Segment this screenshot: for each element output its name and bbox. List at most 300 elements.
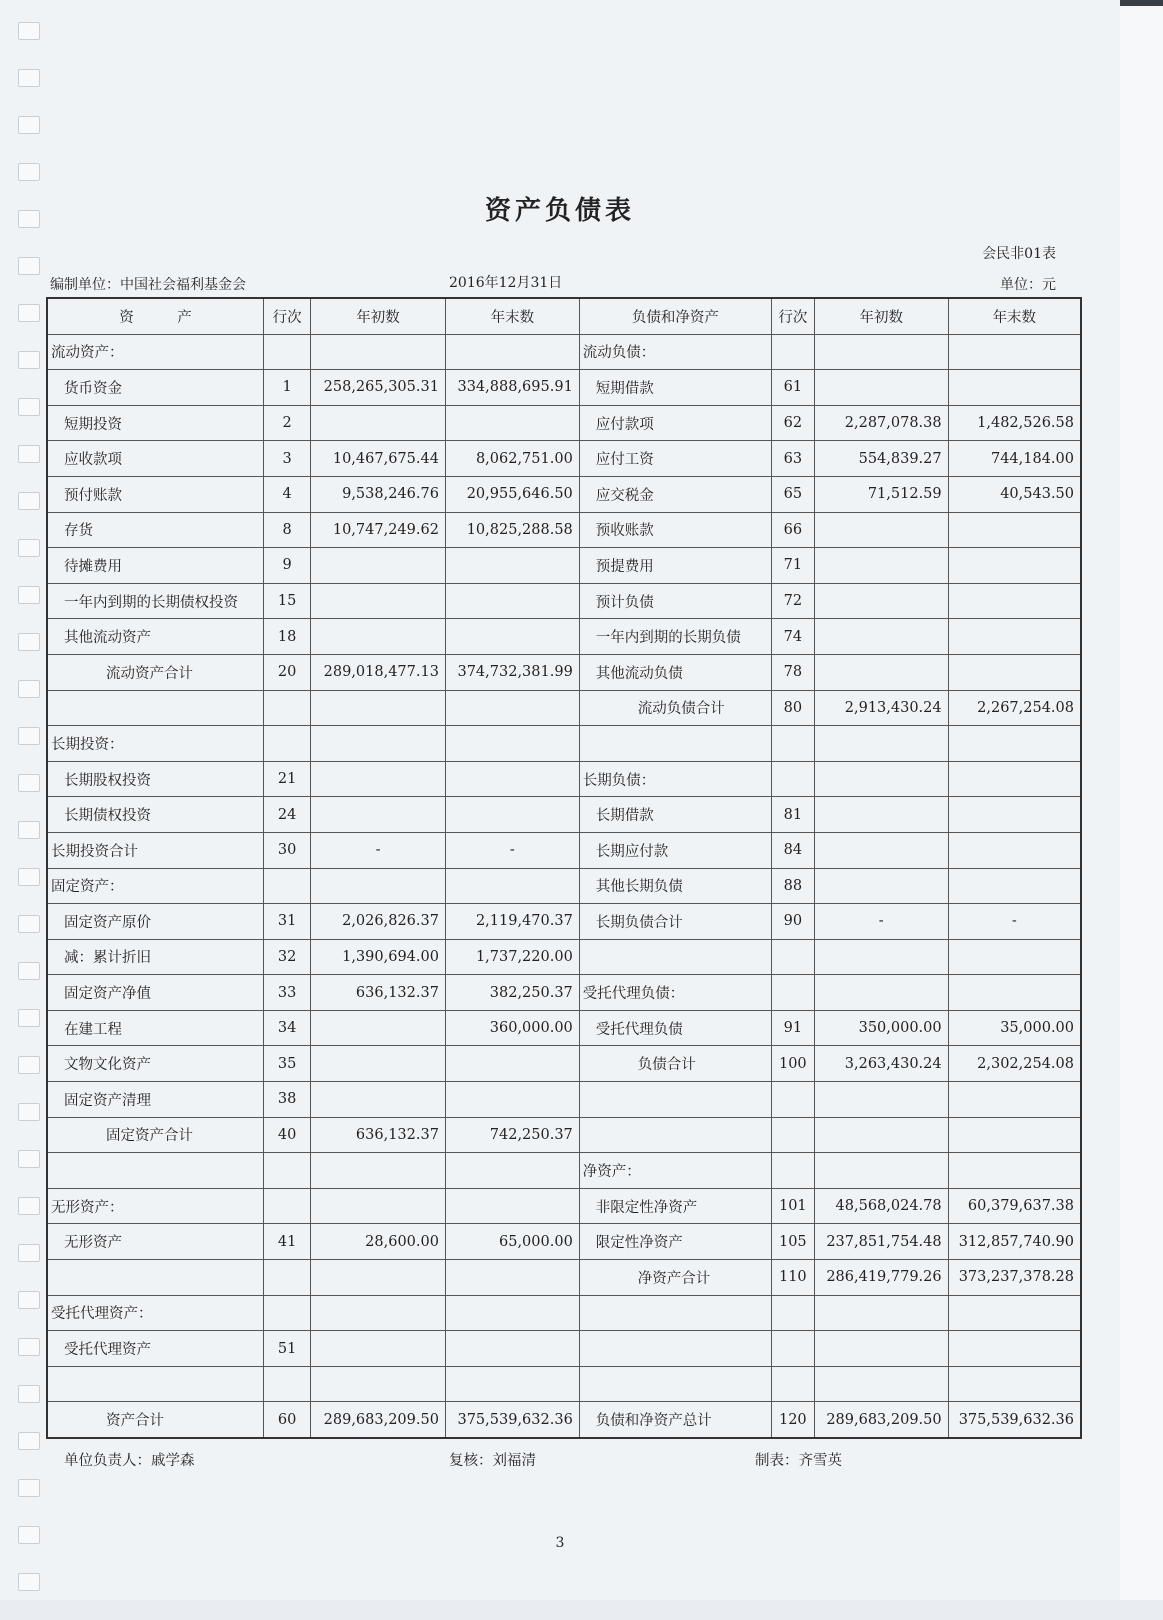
liability-end-value: 312,857,740.90 [948, 1224, 1081, 1260]
liability-label [579, 939, 771, 975]
liability-begin-value [814, 512, 948, 548]
asset-end-value [445, 334, 579, 370]
table-row [47, 1046, 1081, 1082]
asset-end-value [445, 1295, 579, 1331]
liability-line-no: 105 [771, 1224, 814, 1260]
balance-sheet-table [46, 297, 1082, 1439]
asset-line-no: 41 [264, 1224, 311, 1260]
asset-line-no: 1 [264, 370, 311, 406]
table-row [47, 868, 1081, 904]
asset-end-value [445, 797, 579, 833]
report-date: 2016年12月31日 [449, 275, 563, 291]
liability-begin-value [814, 370, 948, 406]
asset-label: 待摊费用 [47, 548, 264, 584]
liability-line-no [771, 1117, 814, 1153]
page-title: 资产负债表 [484, 196, 635, 226]
asset-begin-value: 2,026,826.37 [311, 904, 446, 940]
binder-hole [18, 1009, 40, 1027]
header-assets: 资 产 [47, 298, 264, 334]
asset-end-value [445, 1188, 579, 1224]
asset-end-value: 334,888,695.91 [445, 370, 579, 406]
liability-line-no: 74 [771, 619, 814, 655]
table-row [47, 1010, 1081, 1046]
asset-line-no: 38 [264, 1082, 311, 1118]
table-row [47, 1224, 1081, 1260]
binder-hole [18, 1197, 40, 1215]
liability-label: 长期负债： [579, 761, 771, 797]
binder-hole [18, 1291, 40, 1309]
liability-end-value [948, 1295, 1081, 1331]
unit-head-signature: 单位负责人：戚学森 [64, 1453, 195, 1469]
liability-label [579, 1117, 771, 1153]
liability-line-no: 78 [771, 654, 814, 690]
liability-label: 负债合计 [579, 1046, 771, 1082]
liability-line-no [771, 1082, 814, 1118]
table-row [47, 1402, 1081, 1438]
liability-label: 净资产： [579, 1153, 771, 1189]
binder-hole [18, 69, 40, 87]
binder-hole [18, 774, 40, 792]
binder-hole [18, 1244, 40, 1262]
liability-label: 流动负债： [579, 334, 771, 370]
asset-label: 固定资产： [47, 868, 264, 904]
binder-hole [18, 633, 40, 651]
asset-begin-value [311, 334, 446, 370]
liability-end-value: 375,539,632.36 [948, 1402, 1081, 1438]
page-number: 3 [555, 1535, 565, 1551]
liability-end-value [948, 583, 1081, 619]
table-row [47, 1082, 1081, 1118]
table-header-row [47, 298, 1081, 334]
binder-hole [18, 1573, 40, 1591]
liability-begin-value [814, 1153, 948, 1189]
reviewer-signature: 复核：刘福清 [449, 1453, 536, 1469]
header-liabilities-net-assets: 负债和净资产 [579, 298, 771, 334]
asset-label: 固定资产原价 [47, 904, 264, 940]
liability-label [579, 1331, 771, 1367]
asset-label: 文物文化资产 [47, 1046, 264, 1082]
table-row [47, 1117, 1081, 1153]
table-row [47, 797, 1081, 833]
asset-label [47, 1260, 264, 1296]
asset-label: 一年内到期的长期债权投资 [47, 583, 264, 619]
asset-line-no: 51 [264, 1331, 311, 1367]
asset-end-value [445, 1046, 579, 1082]
liability-end-value: - [948, 904, 1081, 940]
liability-label: 长期应付款 [579, 832, 771, 868]
asset-end-value [445, 1153, 579, 1189]
liability-begin-value [814, 1295, 948, 1331]
asset-end-value [445, 761, 579, 797]
liability-line-no: 61 [771, 370, 814, 406]
liability-end-value [948, 1117, 1081, 1153]
asset-line-no: 40 [264, 1117, 311, 1153]
liability-begin-value: - [814, 904, 948, 940]
liability-end-value [948, 654, 1081, 690]
liability-line-no: 63 [771, 441, 814, 477]
binder-hole [18, 398, 40, 416]
asset-line-no [264, 690, 311, 726]
asset-label: 减：累计折旧 [47, 939, 264, 975]
asset-end-value: 20,955,646.50 [445, 476, 579, 512]
asset-label [47, 1153, 264, 1189]
liability-line-no: 100 [771, 1046, 814, 1082]
asset-line-no: 31 [264, 904, 311, 940]
table-row [47, 1153, 1081, 1189]
asset-end-value: 374,732,381.99 [445, 654, 579, 690]
asset-end-value: 2,119,470.37 [445, 904, 579, 940]
asset-begin-value [311, 1153, 446, 1189]
asset-label: 其他流动资产 [47, 619, 264, 655]
liability-label: 非限定性净资产 [579, 1188, 771, 1224]
asset-label: 长期投资合计 [47, 832, 264, 868]
liability-end-value: 60,379,637.38 [948, 1188, 1081, 1224]
asset-begin-value [311, 619, 446, 655]
liability-begin-value [814, 975, 948, 1011]
asset-label: 流动资产合计 [47, 654, 264, 690]
liability-line-no [771, 761, 814, 797]
liability-end-value [948, 868, 1081, 904]
binder-hole [18, 22, 40, 40]
asset-label: 固定资产合计 [47, 1117, 264, 1153]
liability-end-value [948, 761, 1081, 797]
asset-label: 长期股权投资 [47, 761, 264, 797]
asset-begin-value: 258,265,305.31 [311, 370, 446, 406]
asset-begin-value [311, 1366, 446, 1402]
liability-end-value [948, 939, 1081, 975]
preparer-signature: 制表：齐雪英 [755, 1453, 842, 1469]
asset-line-no: 9 [264, 548, 311, 584]
asset-line-no [264, 1366, 311, 1402]
liability-begin-value [814, 583, 948, 619]
asset-begin-value [311, 690, 446, 726]
table-row [47, 975, 1081, 1011]
liability-end-value [948, 726, 1081, 762]
liability-label: 应付工资 [579, 441, 771, 477]
asset-label: 存货 [47, 512, 264, 548]
asset-begin-value: 636,132.37 [311, 975, 446, 1011]
liability-begin-value: 289,683,209.50 [814, 1402, 948, 1438]
header-line-no: 行次 [771, 298, 814, 334]
asset-begin-value [311, 1260, 446, 1296]
asset-end-value: 360,000.00 [445, 1010, 579, 1046]
liability-line-no: 88 [771, 868, 814, 904]
asset-line-no [264, 334, 311, 370]
asset-line-no [264, 1188, 311, 1224]
scan-edge [1120, 0, 1163, 1600]
asset-line-no [264, 1260, 311, 1296]
asset-begin-value [311, 1188, 446, 1224]
liability-line-no: 66 [771, 512, 814, 548]
binder-hole [18, 727, 40, 745]
asset-line-no: 60 [264, 1402, 311, 1438]
table-row [47, 726, 1081, 762]
asset-line-no: 8 [264, 512, 311, 548]
asset-end-value: 1,737,220.00 [445, 939, 579, 975]
liability-line-no [771, 975, 814, 1011]
asset-line-no: 4 [264, 476, 311, 512]
asset-end-value [445, 1082, 579, 1118]
liability-begin-value: 2,287,078.38 [814, 405, 948, 441]
asset-label: 受托代理资产 [47, 1331, 264, 1367]
binder-hole [18, 680, 40, 698]
asset-label: 固定资产清理 [47, 1082, 264, 1118]
table-row [47, 832, 1081, 868]
liability-begin-value: 2,913,430.24 [814, 690, 948, 726]
binder-hole [18, 1338, 40, 1356]
liability-line-no: 91 [771, 1010, 814, 1046]
binder-holes [18, 22, 40, 1620]
asset-begin-value: 289,018,477.13 [311, 654, 446, 690]
asset-line-no: 30 [264, 832, 311, 868]
form-code: 会民非01表 [982, 246, 1056, 262]
liability-label: 限定性净资产 [579, 1224, 771, 1260]
liability-label [579, 726, 771, 762]
liability-label: 负债和净资产总计 [579, 1402, 771, 1438]
liability-begin-value [814, 797, 948, 833]
asset-label: 应收款项 [47, 441, 264, 477]
liability-label: 受托代理负债 [579, 1010, 771, 1046]
binder-hole [18, 586, 40, 604]
binder-hole [18, 1103, 40, 1121]
asset-begin-value [311, 583, 446, 619]
asset-begin-value [311, 1082, 446, 1118]
liability-begin-value [814, 334, 948, 370]
asset-begin-value [311, 868, 446, 904]
liability-label: 预提费用 [579, 548, 771, 584]
liability-line-no [771, 939, 814, 975]
asset-line-no [264, 1153, 311, 1189]
asset-begin-value: 289,683,209.50 [311, 1402, 446, 1438]
liability-label: 其他流动负债 [579, 654, 771, 690]
table-row [47, 690, 1081, 726]
liability-end-value [948, 619, 1081, 655]
binder-hole [18, 1385, 40, 1403]
binder-hole [18, 1432, 40, 1450]
binder-hole [18, 821, 40, 839]
header-begin-year: 年初数 [311, 298, 446, 334]
binder-hole [18, 1056, 40, 1074]
liability-begin-value: 3,263,430.24 [814, 1046, 948, 1082]
asset-begin-value: 10,747,249.62 [311, 512, 446, 548]
liability-line-no: 101 [771, 1188, 814, 1224]
liability-begin-value [814, 832, 948, 868]
liability-end-value [948, 1153, 1081, 1189]
table-row [47, 1295, 1081, 1331]
liability-label: 其他长期负债 [579, 868, 771, 904]
asset-end-value: 742,250.37 [445, 1117, 579, 1153]
liability-begin-value [814, 548, 948, 584]
asset-label: 无形资产： [47, 1188, 264, 1224]
asset-end-value: 8,062,751.00 [445, 441, 579, 477]
asset-line-no [264, 726, 311, 762]
asset-line-no: 24 [264, 797, 311, 833]
table-row [47, 1260, 1081, 1296]
liability-label: 一年内到期的长期负债 [579, 619, 771, 655]
binder-hole [18, 163, 40, 181]
asset-label: 固定资产净值 [47, 975, 264, 1011]
asset-label: 长期债权投资 [47, 797, 264, 833]
liability-begin-value [814, 761, 948, 797]
asset-line-no: 20 [264, 654, 311, 690]
asset-line-no [264, 868, 311, 904]
liability-begin-value [814, 726, 948, 762]
liability-line-no [771, 1295, 814, 1331]
liability-end-value: 373,237,378.28 [948, 1260, 1081, 1296]
asset-end-value [445, 583, 579, 619]
asset-end-value [445, 548, 579, 584]
binder-hole [18, 1150, 40, 1168]
asset-begin-value [311, 726, 446, 762]
table-row [47, 1366, 1081, 1402]
liability-end-value: 35,000.00 [948, 1010, 1081, 1046]
asset-begin-value: - [311, 832, 446, 868]
liability-end-value: 2,267,254.08 [948, 690, 1081, 726]
binder-hole [18, 257, 40, 275]
asset-label: 长期投资： [47, 726, 264, 762]
liability-begin-value [814, 1117, 948, 1153]
header-end-year: 年末数 [948, 298, 1081, 334]
liability-line-no: 72 [771, 583, 814, 619]
asset-begin-value [311, 548, 446, 584]
asset-end-value [445, 405, 579, 441]
liability-begin-value: 48,568,024.78 [814, 1188, 948, 1224]
liability-begin-value [814, 1331, 948, 1367]
currency-unit: 单位：元 [1000, 277, 1056, 293]
liability-begin-value [814, 619, 948, 655]
asset-label: 短期投资 [47, 405, 264, 441]
table-row [47, 334, 1081, 370]
asset-label [47, 1366, 264, 1402]
liability-begin-value [814, 1366, 948, 1402]
liability-end-value: 40,543.50 [948, 476, 1081, 512]
liability-label: 净资产合计 [579, 1260, 771, 1296]
liability-label: 预收账款 [579, 512, 771, 548]
liability-end-value [948, 370, 1081, 406]
asset-label: 无形资产 [47, 1224, 264, 1260]
liability-line-no: 90 [771, 904, 814, 940]
table-row [47, 476, 1081, 512]
liability-line-no: 84 [771, 832, 814, 868]
liability-begin-value [814, 1082, 948, 1118]
liability-line-no: 110 [771, 1260, 814, 1296]
asset-end-value [445, 868, 579, 904]
binder-hole [18, 962, 40, 980]
asset-end-value [445, 726, 579, 762]
liability-begin-value [814, 654, 948, 690]
liability-line-no: 62 [771, 405, 814, 441]
liability-end-value [948, 975, 1081, 1011]
binder-hole [18, 868, 40, 886]
asset-end-value [445, 1260, 579, 1296]
asset-line-no: 34 [264, 1010, 311, 1046]
liability-line-no [771, 334, 814, 370]
header-end-year: 年末数 [445, 298, 579, 334]
asset-begin-value [311, 1331, 446, 1367]
liability-label: 预计负债 [579, 583, 771, 619]
liability-label: 长期负债合计 [579, 904, 771, 940]
asset-label: 在建工程 [47, 1010, 264, 1046]
table-row [47, 761, 1081, 797]
asset-line-no: 18 [264, 619, 311, 655]
asset-label: 资产合计 [47, 1402, 264, 1438]
liability-begin-value: 350,000.00 [814, 1010, 948, 1046]
asset-end-value: 375,539,632.36 [445, 1402, 579, 1438]
asset-end-value: 10,825,288.58 [445, 512, 579, 548]
asset-begin-value: 9,538,246.76 [311, 476, 446, 512]
liability-end-value [948, 797, 1081, 833]
table-row [47, 548, 1081, 584]
asset-begin-value: 1,390,694.00 [311, 939, 446, 975]
asset-end-value [445, 619, 579, 655]
liability-label: 短期借款 [579, 370, 771, 406]
binder-hole [18, 915, 40, 933]
liability-label: 受托代理负债： [579, 975, 771, 1011]
liability-end-value [948, 1082, 1081, 1118]
asset-end-value [445, 1331, 579, 1367]
liability-line-no: 71 [771, 548, 814, 584]
liability-end-value: 744,184.00 [948, 441, 1081, 477]
header-line-no: 行次 [264, 298, 311, 334]
liability-end-value [948, 334, 1081, 370]
asset-label: 受托代理资产： [47, 1295, 264, 1331]
prepared-by: 编制单位：中国社会福利基金会 [50, 277, 246, 293]
table-row [47, 370, 1081, 406]
asset-begin-value [311, 1010, 446, 1046]
liability-end-value [948, 548, 1081, 584]
liability-begin-value: 71,512.59 [814, 476, 948, 512]
asset-line-no: 35 [264, 1046, 311, 1082]
binder-hole [18, 492, 40, 510]
asset-begin-value [311, 761, 446, 797]
asset-end-value: 65,000.00 [445, 1224, 579, 1260]
asset-begin-value [311, 1295, 446, 1331]
asset-line-no: 15 [264, 583, 311, 619]
asset-line-no: 32 [264, 939, 311, 975]
liability-label [579, 1082, 771, 1118]
liability-line-no: 80 [771, 690, 814, 726]
liability-line-no: 120 [771, 1402, 814, 1438]
asset-label: 预付账款 [47, 476, 264, 512]
table-row [47, 904, 1081, 940]
binder-hole [18, 116, 40, 134]
liability-line-no: 65 [771, 476, 814, 512]
asset-label: 流动资产： [47, 334, 264, 370]
liability-label: 应付款项 [579, 405, 771, 441]
liability-begin-value: 554,839.27 [814, 441, 948, 477]
liability-begin-value [814, 939, 948, 975]
asset-line-no: 3 [264, 441, 311, 477]
table-row [47, 1188, 1081, 1224]
asset-end-value [445, 690, 579, 726]
liability-end-value: 2,302,254.08 [948, 1046, 1081, 1082]
asset-line-no [264, 1295, 311, 1331]
asset-begin-value: 636,132.37 [311, 1117, 446, 1153]
asset-line-no: 33 [264, 975, 311, 1011]
binder-hole [18, 539, 40, 557]
liability-label: 流动负债合计 [579, 690, 771, 726]
asset-end-value: - [445, 832, 579, 868]
asset-begin-value [311, 797, 446, 833]
asset-label [47, 690, 264, 726]
table-row [47, 512, 1081, 548]
binder-hole [18, 304, 40, 322]
asset-begin-value: 28,600.00 [311, 1224, 446, 1260]
liability-end-value [948, 1366, 1081, 1402]
asset-begin-value [311, 1046, 446, 1082]
liability-end-value [948, 832, 1081, 868]
binder-hole [18, 351, 40, 369]
